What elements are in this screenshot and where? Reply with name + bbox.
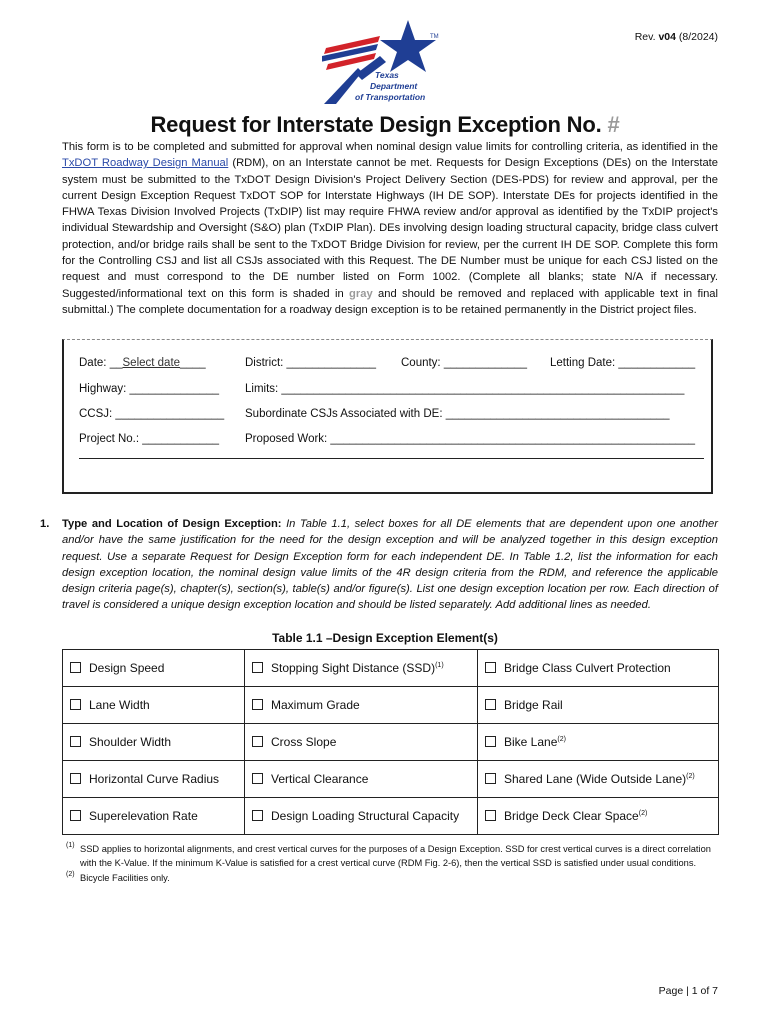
checkbox[interactable] bbox=[252, 736, 263, 747]
checkbox-label: Bridge Class Culvert Protection bbox=[504, 661, 671, 675]
table-row bbox=[63, 687, 719, 724]
table-cell bbox=[63, 650, 245, 687]
checkbox-label: Horizontal Curve Radius bbox=[89, 772, 220, 786]
table-cell bbox=[478, 724, 719, 761]
table-cell bbox=[478, 798, 719, 835]
checkbox[interactable] bbox=[252, 810, 263, 821]
table-cell bbox=[63, 761, 245, 798]
table-row bbox=[63, 724, 719, 761]
table-cell bbox=[245, 650, 478, 687]
ccsj-field[interactable]: CCSJ: _________________ bbox=[79, 408, 225, 420]
table-cell bbox=[63, 798, 245, 835]
table-cell bbox=[245, 798, 478, 835]
page-number: Page | 1 of 7 bbox=[658, 985, 718, 997]
section-heading: Type and Location of Design Exception: bbox=[62, 518, 282, 530]
checkbox-label: Bridge Deck Clear Space bbox=[504, 809, 639, 823]
title-number-placeholder[interactable]: # bbox=[607, 112, 620, 137]
footnote-mark: (2) bbox=[66, 870, 75, 878]
table-row bbox=[63, 761, 719, 798]
title-text: Request for Interstate Design Exception No. bbox=[150, 112, 602, 137]
checkbox-label: Shoulder Width bbox=[89, 735, 172, 749]
checkbox[interactable] bbox=[485, 773, 496, 784]
footnote-ref: (1) bbox=[435, 662, 444, 669]
highway-field[interactable]: Highway: ______________ bbox=[79, 383, 220, 395]
footnote-text: SSD applies to horizontal alignments, and crest vertical curves for the purposes of a Design Exception. SSD for crest vertical curves is a direct correlation with the K-Value. If the minimum K-Value is satisfied for a crest vertical curve (RDM Fig. 2-6), then the vertical SSD is satisfied under usual conditions. bbox=[80, 844, 711, 869]
checkbox-label: Design Speed bbox=[89, 661, 165, 675]
checkbox-label: Superelevation Rate bbox=[89, 809, 198, 823]
logo-line1: Texas bbox=[375, 70, 399, 80]
footnote-ref: (2) bbox=[557, 736, 566, 743]
logo-line3: of Transportation bbox=[355, 92, 426, 102]
rev-version: v04 bbox=[658, 31, 676, 43]
table-cell bbox=[245, 761, 478, 798]
intro-text-2: (RDM), on an Interstate cannot be met. Requests for Design Exceptions (DEs) on the Interstate system must be submitted to the TxDOT Design Division's Project Delivery Section (DES-PDS) for review and approval, per the current Design Exception Request TxDOT SOP for Interstate Highways (IH DE SOP). Interstate DEs for projects identified in the FHWA Texas Division Involved Projects (TxDIP) list may require FHWA review and/or approval as identified by the TxDIP project's individual Stewardship and Oversight (S&O) plan (TxDIP Plan). DEs involving design loading structural capacity, bridge class culvert protection, and/or bridge rails shall be sent to the TxDOT Bridge Division for review, per the current IH DE SOP. Complete this form for the Controlling CSJ and list all CSJs associated with this Request. The DE Number must be unique for each CSJ listed on the request and must correspond to the DE number listed on Form 1002. (Complete all blanks; state N/A if necessary. Suggested/informational text on this form is shaded in bbox=[62, 157, 718, 300]
logo-tm: TM bbox=[430, 34, 439, 40]
district-field[interactable]: District: ______________ bbox=[245, 357, 377, 369]
page-title bbox=[0, 112, 770, 138]
checkbox[interactable] bbox=[70, 736, 81, 747]
table-cell bbox=[245, 687, 478, 724]
proposed-work-field[interactable]: Proposed Work: _________________________________________________________ bbox=[245, 433, 695, 445]
design-exception-elements-table bbox=[62, 649, 719, 835]
footnote-mark: (1) bbox=[66, 842, 75, 849]
letting-date-field[interactable]: Letting Date: ____________ bbox=[550, 357, 696, 369]
footnote-ref: (2) bbox=[686, 773, 695, 780]
checkbox-label: Bridge Rail bbox=[504, 698, 563, 712]
checkbox[interactable] bbox=[252, 699, 263, 710]
footnote-1 bbox=[66, 842, 716, 871]
revision-label bbox=[635, 31, 718, 43]
checkbox[interactable] bbox=[485, 810, 496, 821]
checkbox[interactable] bbox=[485, 699, 496, 710]
table-cell bbox=[63, 687, 245, 724]
checkbox[interactable] bbox=[70, 699, 81, 710]
table-cell bbox=[245, 724, 478, 761]
footnote-ref: (2) bbox=[638, 810, 648, 817]
checkbox-label: Maximum Grade bbox=[271, 698, 360, 712]
intro-gray-word: gray bbox=[349, 287, 373, 300]
table-caption: Table 1.1 –Design Exception Element(s) bbox=[272, 631, 498, 645]
table-row bbox=[63, 798, 719, 835]
checkbox[interactable] bbox=[70, 810, 81, 821]
roadway-design-manual-link[interactable]: TxDOT Roadway Design Manual bbox=[62, 157, 229, 170]
rev-label: Rev. bbox=[634, 31, 656, 43]
table-cell bbox=[478, 761, 719, 798]
checkbox-label: Bike Lane bbox=[504, 735, 558, 749]
table-cell bbox=[478, 650, 719, 687]
intro-text-3: and should be removed and replaced with applicable text in final submittal.) The complete documentation for a roadway design exception is to be retained permanently in the District project files. bbox=[62, 287, 718, 316]
table-row bbox=[63, 650, 719, 687]
checkbox-label: Stopping Sight Distance (SSD) bbox=[271, 661, 436, 675]
rev-date: (8/2024) bbox=[678, 31, 718, 43]
proposed-work-continuation-line[interactable] bbox=[79, 458, 704, 459]
checkbox[interactable] bbox=[485, 736, 496, 747]
intro-paragraph bbox=[62, 139, 718, 318]
checkbox-label: Vertical Clearance bbox=[271, 772, 369, 786]
limits-field[interactable]: Limits: _______________________________________________________________ bbox=[245, 383, 685, 395]
section-instructions: In Table 1.1, select boxes for all DE elements that are dependent upon one another and/or have the same justification for the need for the design exception and will be analyzed together in this design exception request. Use a separate Request for Design Exception form for each independent DE. In Table 1.2, list the information for each design exception location, the nominal design value limits of the 4R design criteria from the RDM, and reference the applicable design criteria page(s), chapter(s), section(s), table(s) and/or figure(s). List one design exception location per row. Each direction of travel is considered a unique design exception location and should be listed separately. Add additional lines as needed. bbox=[62, 518, 719, 612]
logo-line2: Department bbox=[370, 81, 418, 91]
checkbox-label: Lane Width bbox=[89, 698, 150, 712]
county-field[interactable]: County: _____________ bbox=[401, 357, 527, 369]
intro-text-1: This form is to be completed and submitted for approval when nominal design value limits for controlling criteria, as identified in the bbox=[62, 141, 718, 153]
txdot-star-logo-icon bbox=[322, 18, 444, 106]
checkbox[interactable] bbox=[252, 773, 263, 784]
project-no-field[interactable]: Project No.: ____________ bbox=[79, 433, 220, 445]
date-field[interactable]: Date: __Select date____ bbox=[79, 357, 206, 369]
checkbox-label: Design Loading Structural Capacity bbox=[271, 809, 460, 823]
section-1 bbox=[40, 516, 718, 614]
checkbox[interactable] bbox=[70, 773, 81, 784]
checkbox[interactable] bbox=[485, 662, 496, 673]
table-cell bbox=[478, 687, 719, 724]
table-cell bbox=[63, 724, 245, 761]
subordinate-csjs-field[interactable]: Subordinate CSJs Associated with DE: ___________________________________ bbox=[245, 408, 670, 420]
section-number: 1. bbox=[40, 518, 50, 530]
project-info-box bbox=[62, 339, 713, 494]
checkbox-label: Shared Lane (Wide Outside Lane) bbox=[504, 772, 687, 786]
checkbox-label: Cross Slope bbox=[271, 735, 337, 749]
checkbox[interactable] bbox=[70, 662, 81, 673]
checkbox[interactable] bbox=[252, 662, 263, 673]
footnote-2 bbox=[66, 871, 716, 885]
footnote-text: Bicycle Facilities only. bbox=[80, 872, 170, 883]
date-picker[interactable]: Select date bbox=[122, 357, 181, 369]
footnotes bbox=[66, 842, 716, 885]
